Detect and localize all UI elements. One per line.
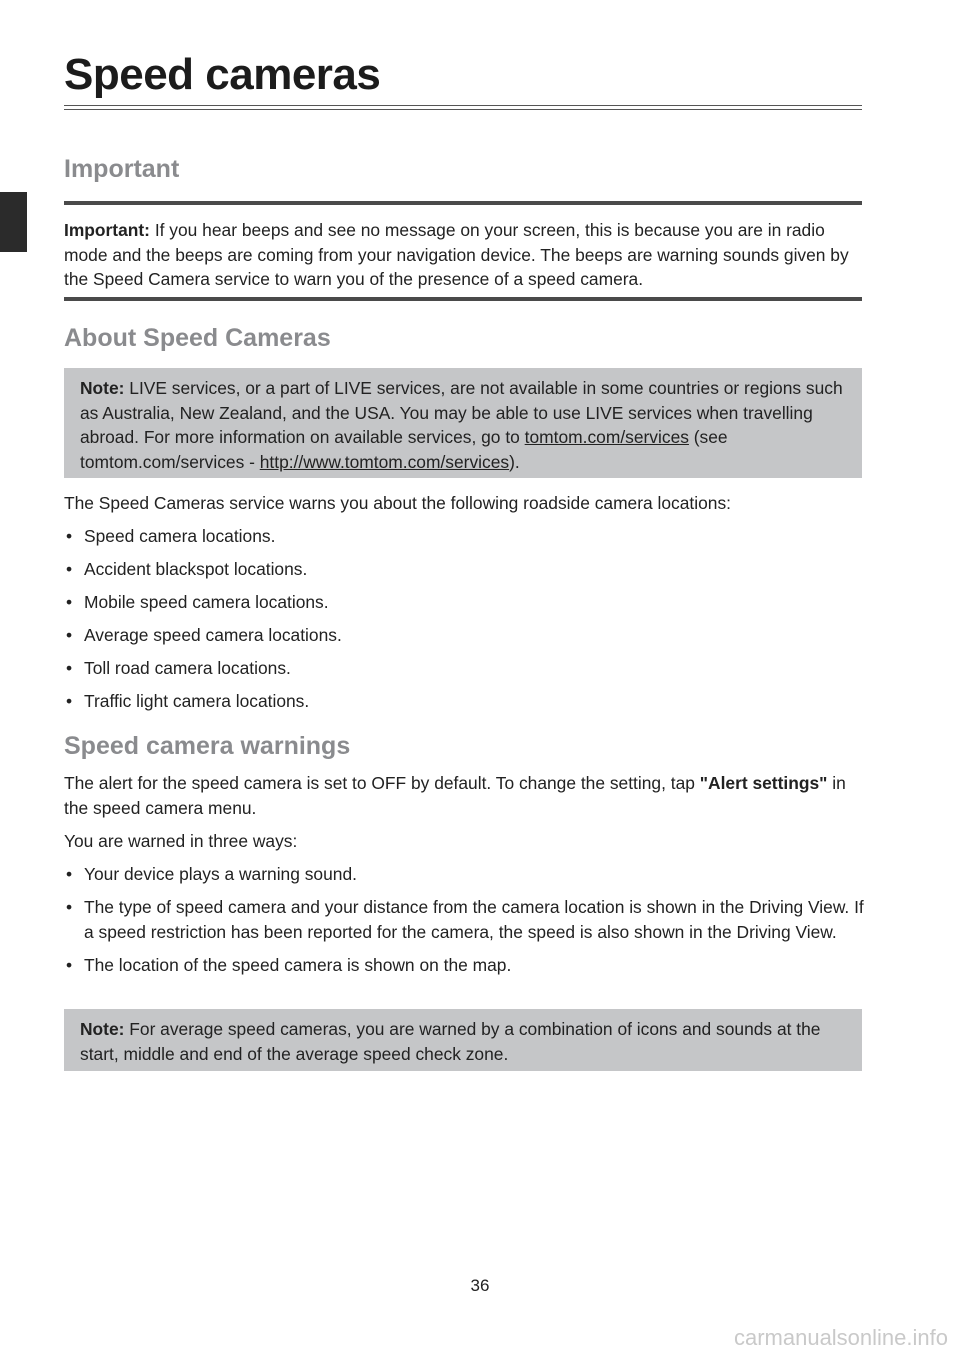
ways-intro: You are warned in three ways: [64,831,298,851]
services-link[interactable]: tomtom.com/services [524,427,689,447]
heading-speed-camera-warnings: Speed camera warnings [64,732,351,760]
alert-setting-paragraph: The alert for the speed camera is set to OFF by default. To change the setting, tap "Alert settings" in the speed camera menu. [64,773,846,818]
watermark: carmanualsonline.info [733,1325,948,1350]
heading-important: Important [64,155,180,183]
title-rule [64,105,862,110]
bullet-icon: • [66,625,73,646]
bullet-icon: • [66,658,73,679]
page-title: Speed cameras [64,50,381,99]
important-bottom-rule [64,297,862,301]
list-item: • Toll road camera locations. [64,656,864,681]
note-box-average-speed [64,1009,862,1071]
list-item: • The type of speed camera and your distance from the camera location is shown in the Driving View. If a speed restriction has been reported for the camera, the speed is also shown in the Driving View. [66,897,864,942]
important-top-rule [64,201,862,205]
heading-about-speed-cameras: About Speed Cameras [64,324,331,352]
note-text: LIVE services, or a part of LIVE services, are not available in some countries or regions such as Australia, New Zealand, and the USA. You may be able to use LIVE services when travelling abroad. For more information on available services, go to [80,378,843,447]
list-item: • Speed camera locations. [64,524,864,549]
bullet-icon: • [66,526,73,546]
list-item: • Your device plays a warning sound. [64,862,864,887]
bullet-icon: • [66,897,73,918]
note-label: Note: [80,1019,125,1039]
camera-locations-list [64,524,864,714]
alert-settings-term: "Alert settings" [699,773,828,793]
bullet-icon: • [66,954,73,975]
list-item: • Average speed camera locations. [64,623,864,648]
page-number: 36 [470,1276,490,1295]
note-box-live-services [64,368,862,478]
note-label: Note: [80,378,125,398]
important-label: Important: [64,220,150,240]
note-text: For average speed cameras, you are warned by a combination of icons and sounds at the start, middle and end of the average speed check zone. [80,1019,821,1064]
list-item: • Traffic light camera locations. [64,689,864,714]
bullet-icon: • [66,864,73,884]
bullet-icon: • [66,559,73,580]
about-intro: The Speed Cameras service warns you about the following roadside camera locations: [64,493,731,513]
bullet-icon: • [66,592,73,613]
important-paragraph [64,218,864,292]
note-mid-text: (see tomtom.com/services - [80,427,728,472]
list-item: • Mobile speed camera locations. [64,590,864,615]
list-item: • Accident blackspot locations. [64,557,864,582]
chapter-side-tab [0,192,27,252]
list-item: • The location of the speed camera is shown on the map. [64,953,864,978]
important-text: If you hear beeps and see no message on your screen, this is because you are in radio mode and the beeps are coming from your navigation device. The beeps are warning sounds given by the Speed Camera service to warn you of the presence of a speed camera. [64,220,849,289]
bullet-icon: • [66,691,73,712]
note-end-text: ). [509,451,520,472]
services-url-link[interactable]: http://www.tomtom.com/services [259,451,510,472]
warning-ways-list [64,862,864,977]
